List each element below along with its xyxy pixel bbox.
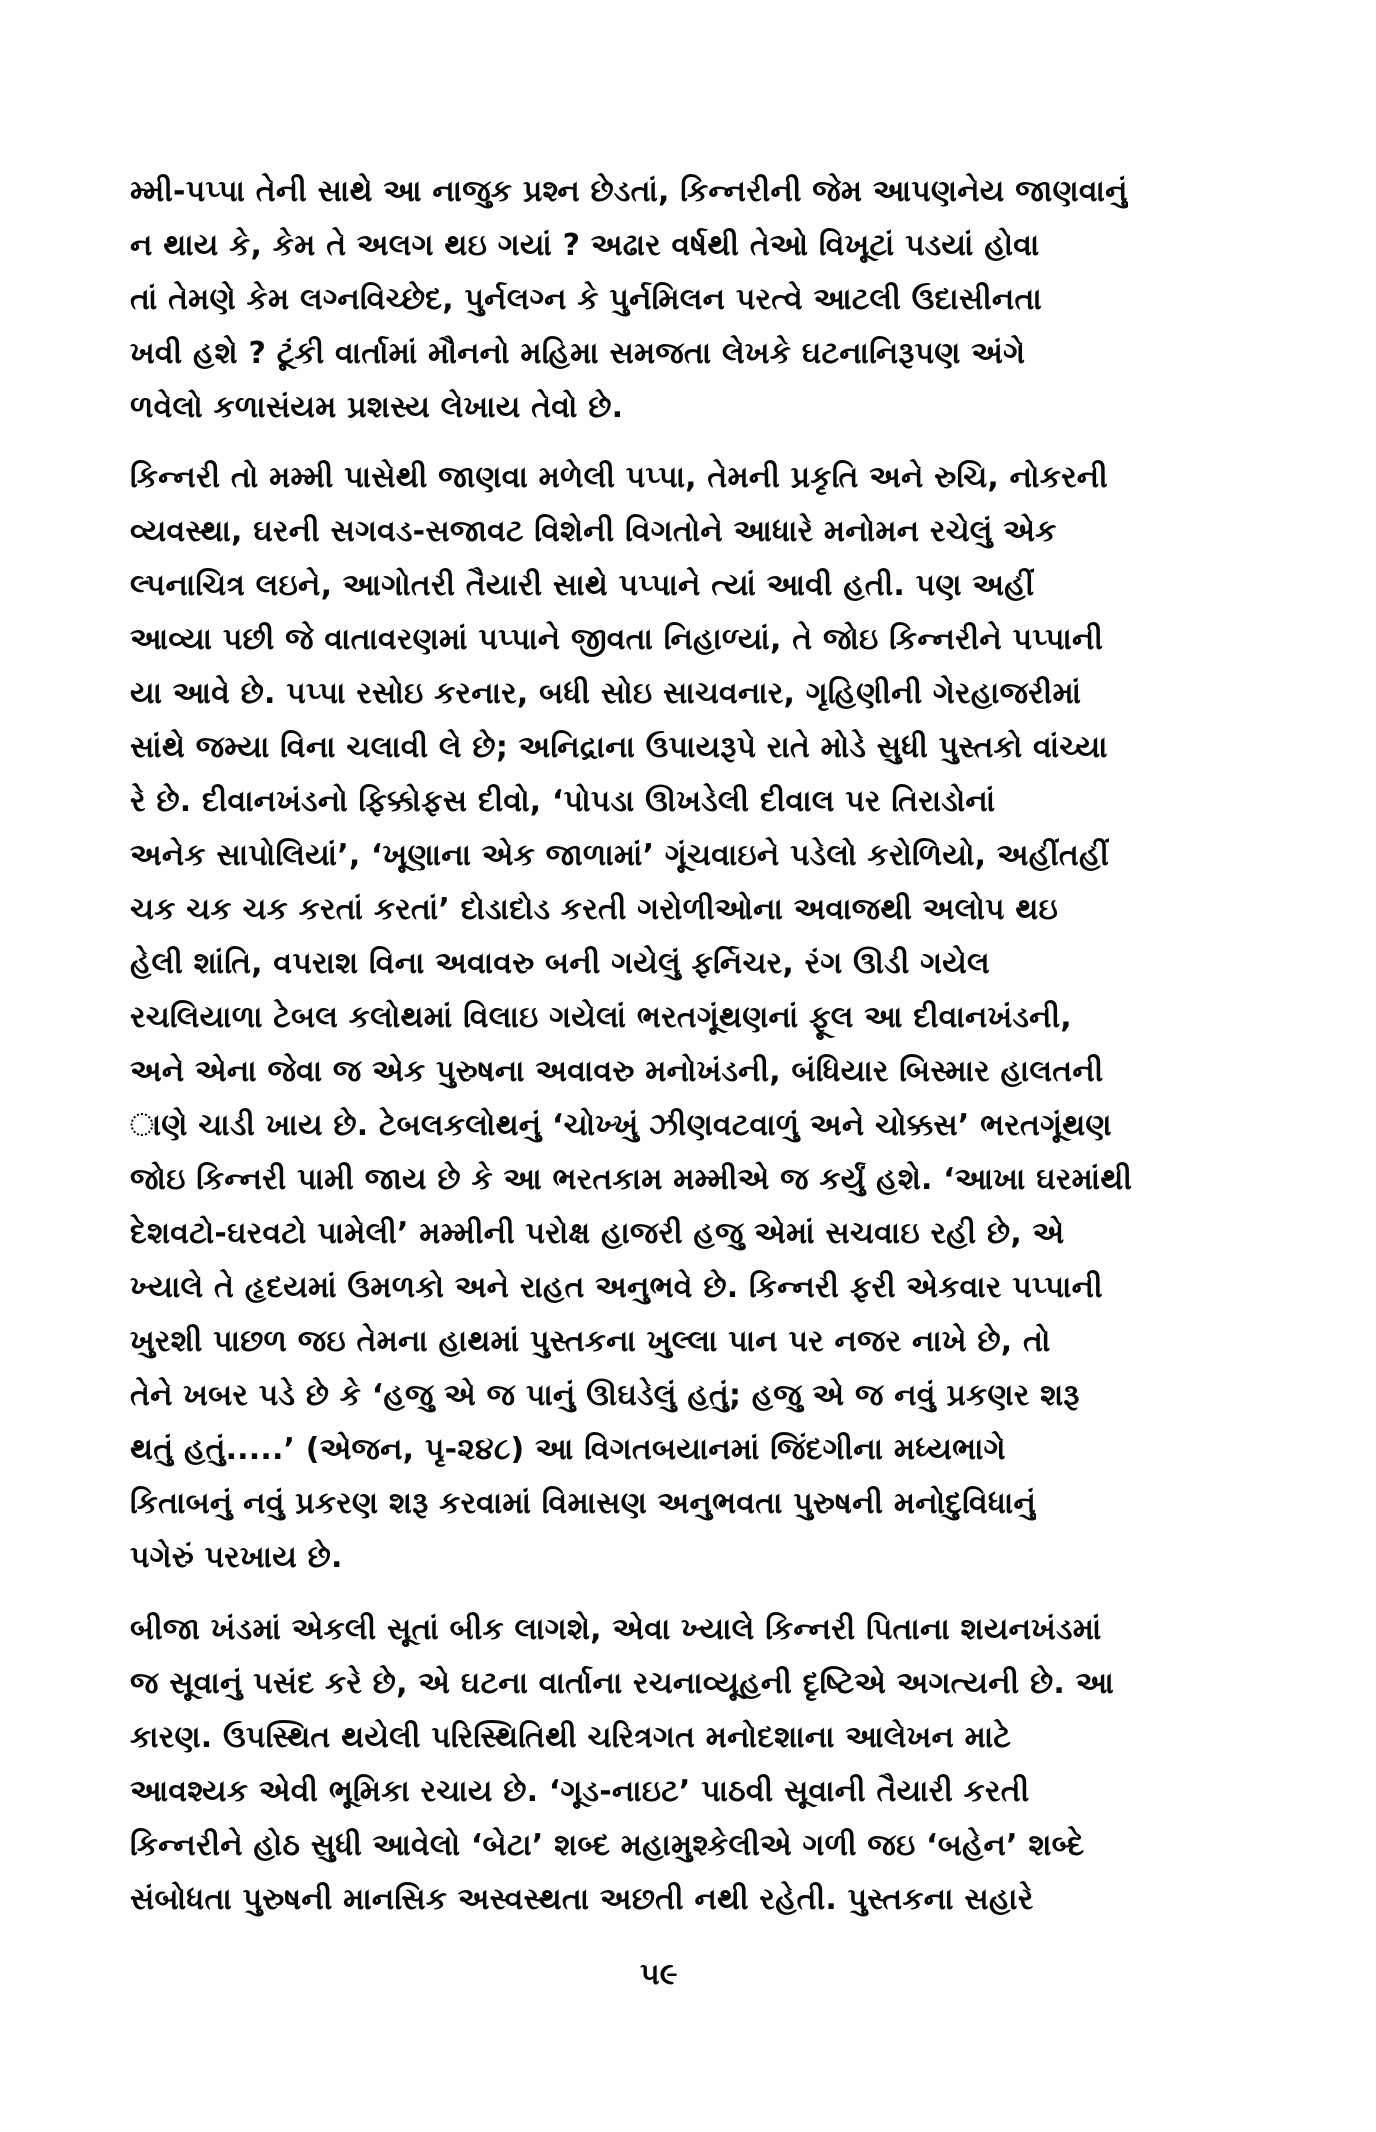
text-line: ખુરશી પાછળ જઇ તેમના હાથમાં પુસ્તકના ખુલ્લા પાન પર નજર નાખે છે, તો	[130, 1324, 1051, 1359]
text-line: આવ્યા પછી જે વાતાવરણમાં પપ્પાને જીવતા નિહાળ્યાં, તે જોઇ કિન્નરીને પપ્પાની	[130, 622, 1104, 657]
text-line: હેલી શાંતિ, વપરાશ વિના અવાવરુ બની ગયેલું ફર્નિચર, રંગ ઊડી ગયેલ	[130, 946, 990, 981]
text-line: વ્યવસ્થા, ઘરની સગવડ-સજાવટ વિશેની વિગતોને આધારે મનોમન રચેલું એક	[130, 514, 1057, 549]
text-line: જોઇ કિન્નરી પામી જાય છે કે આ ભરતકામ મમ્મીએ જ કર્યું હશે. ‘આખા ઘરમાંથી	[130, 1162, 1133, 1197]
text-line: અને એના જેવા જ એક પુરુષના અવાવરુ મનોખંડની, બંધિયાર બિસ્માર હાલતની	[130, 1054, 1104, 1089]
text-line: ન થાય કે, કેમ તે અલગ થઇ ગયાં ? અઢાર વર્ષથી તેઓ વિખૂટાં પડયાં હોવા	[130, 228, 1040, 263]
text-line: રચલિયાળા ટેબલ કલોથમાં વિલાઇ ગયેલાં ભરતગૂંથણનાં ફૂલ આ દીવાનખંડની,	[130, 1000, 1072, 1035]
text-line: ખવી હશે ? ટૂંકી વાર્તામાં મૌનનો મહિમા સમજતા લેખકે ઘટનાનિરૂપણ અંગે	[130, 336, 1026, 371]
text-line: ાણે ચાડી ખાય છે. ટેબલકલોથનું ‘ચોખ્ખું ઝીણવટવાળું અને ચોક્કસ’ ભરતગૂંથણ	[130, 1108, 1112, 1143]
text-line: સંબોધતા પુરુષની માનસિક અસ્વસ્થતા અછતી નથી રહેતી. પુસ્તકના સહારે	[130, 1882, 1034, 1917]
text-line: બીજા ખંડમાં એકલી સૂતાં બીક લાગશે, એવા ખ્યાલે કિન્નરી પિતાના શયનખંડમાં	[130, 1612, 1102, 1647]
text-line: ચક ચક ચક કરતાં કરતાં’ દોડાદોડ કરતી ગરોળીઓના અવાજથી અલોપ થઇ	[130, 892, 1059, 927]
text-line: મ્મી-પપ્પા તેની સાથે આ નાજુક પ્રશ્ન છેડતાં, કિન્નરીની જેમ આપણનેય જાણવાનું	[130, 174, 1128, 209]
text-line: ખ્યાલે તે હૃદયમાં ઉમળકો અને રાહત અનુભવે છે. કિન્નરી ફરી એકવાર પપ્પાની	[130, 1270, 1103, 1305]
text-line: પગેરું પરખાય છે.	[130, 1540, 343, 1575]
text-line: થતું હતું.....’ (એજન, પૃ-૨૪૮) આ વિગતબયાનમાં જિંદગીના મધ્યભાગે	[130, 1432, 1006, 1467]
text-line: કિન્નરી તો મમ્મી પાસેથી જાણવા મળેલી પપ્પા, તેમની પ્રકૃતિ અને રુચિ, નોકરની	[130, 460, 1108, 495]
text-line: યા આવે છે. પપ્પા રસોઇ કરનાર, બધી સોઇ સાચવનાર, ગૃહિણીની ગેરહાજરીમાં	[130, 676, 1082, 711]
text-line: તેને ખબર પડે છે કે ‘હજુ એ જ પાનું ઊઘડેલું હતું; હજુ એ જ નવું પ્રકણર શરૂ	[130, 1378, 1080, 1413]
text-line: કારણ. ઉપસ્થિત થયેલી પરિસ્થિતિથી ચરિત્રગત મનોદશાના આલેખન માટે	[130, 1720, 1012, 1755]
text-line: જ સૂવાનું પસંદ કરે છે, એ ઘટના વાર્તાના રચનાવ્યૂહની દૃષ્ટિએ અગત્યની છે. આ	[130, 1666, 1114, 1701]
text-line: આવશ્યક એવી ભૂમિકા રચાય છે. ‘ગૂડ-નાઇટ’ પાઠવી સૂવાની તૈયારી કરતી	[130, 1774, 1030, 1809]
text-line: દેશવટો-ઘરવટો પામેલી’ મમ્મીની પરોક્ષ હાજરી હજુ એમાં સચવાઇ રહી છે, એ	[130, 1216, 1065, 1251]
text-line: સાંથે જમ્યા વિના ચલાવી લે છે; અનિદ્રાના ઉપાયરૂપે રાતે મોડે સુધી પુસ્તકો વાંચ્યા	[130, 730, 1108, 765]
text-line: લ્પનાચિત્ર લઇને, આગોતરી તૈયારી સાથે પપ્પાને ત્યાં આવી હતી. પણ અહીં	[130, 568, 1035, 603]
text-line: અનેક સાપોલિયાં’, ‘ખૂણાના એક જાળામાં’ ગૂંચવાઇને પડેલો કરોળિયો, અહીંતહીં	[130, 838, 1110, 873]
page-number: ૫૯	[640, 1957, 678, 1992]
text-line: કિન્નરીને હોઠ સુધી આવેલો ‘બેટા’ શબ્દ મહામુશ્કેલીએ ગળી જઇ ‘બહેન’ શબ્દે	[130, 1828, 1085, 1863]
text-line: કિતાબનું નવું પ્રકરણ શરૂ કરવામાં વિમાસણ અનુભવતા પુરુષની મનોદુવિધાનું	[130, 1486, 1037, 1521]
text-line: રે છે. દીવાનખંડનો ફિક્કોફસ દીવો, ‘પોપડા ઊખડેલી દીવાલ પર તિરાડોનાં	[130, 784, 996, 819]
text-line: તાં તેમણે કેમ લગ્નવિચ્છેદ, પુર્નલગ્ન કે પુર્નમિલન પરત્વે આટલી ઉદાસીનતા	[130, 282, 1042, 317]
text-line: ળવેલો કળાસંયમ પ્રશસ્ય લેખાય તેવો છે.	[130, 390, 624, 425]
